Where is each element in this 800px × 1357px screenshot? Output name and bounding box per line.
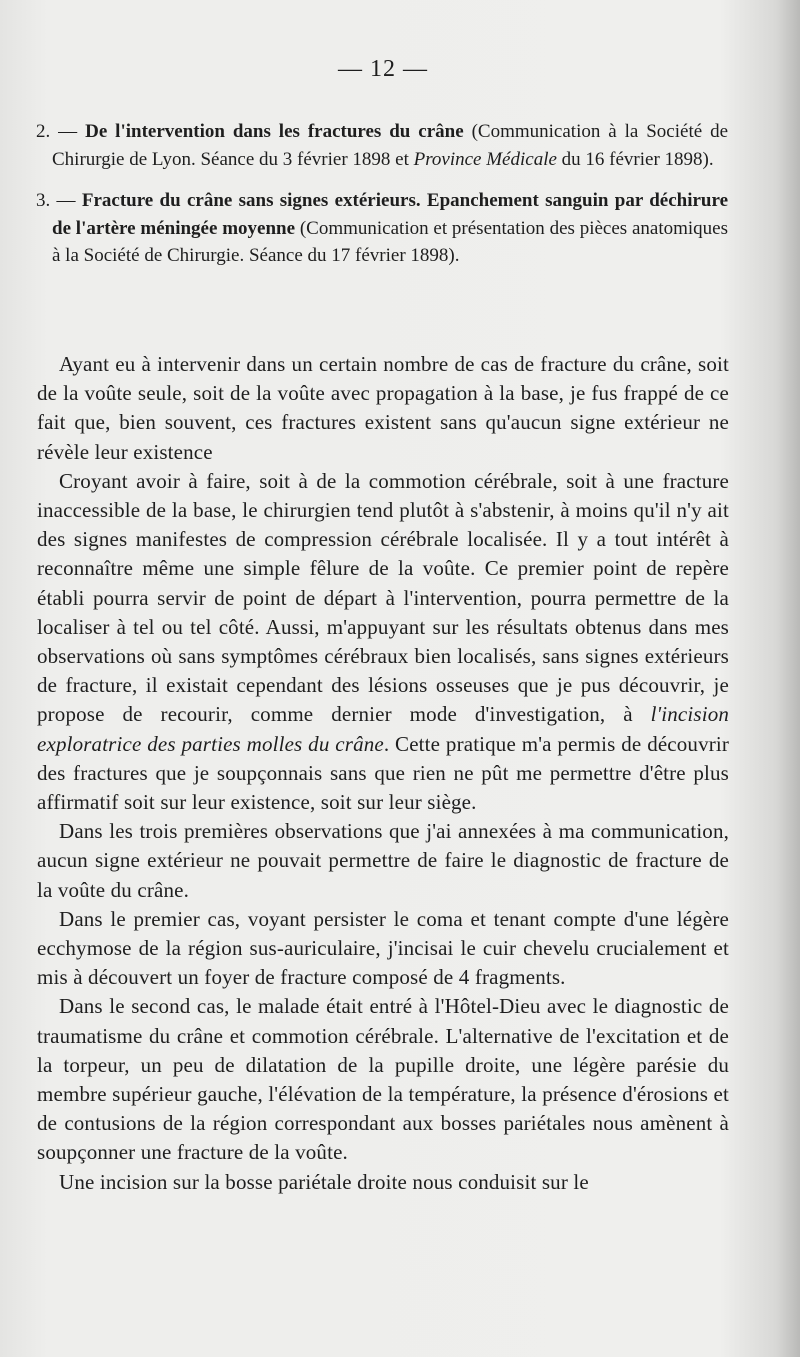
reference-list xyxy=(36,118,728,284)
paragraph xyxy=(37,467,729,817)
paragraph: Dans le premier cas, voyant persister le coma et tenant compte d'une légère ecchymose de la région sus-auriculaire, j'incisai le cuir chevelu crucialement et mis à découvert un foyer de fracture composé de 4 fragments. xyxy=(37,906,729,990)
reference-number: 2. — xyxy=(36,121,78,142)
emphasized-text: l'incision exploratrice des parties molles du crâne xyxy=(37,702,729,756)
paragraph: Une incision sur la bosse pariétale droite nous conduisit sur le xyxy=(59,1169,589,1194)
reference-item-3 xyxy=(36,187,728,270)
reference-title: De l'intervention dans les fractures du crâne xyxy=(85,121,464,142)
page-number: — 12 — xyxy=(338,56,428,82)
reference-details: (Communication et présentation des pièces anatomiques à la Société de Chirurgie. Séance du 17 février 1898). xyxy=(52,217,728,266)
paragraph: Dans les trois premières observations que j'ai annexées à ma communication, aucun signe extérieur ne pouvait permettre de faire le diagnostic de fracture de la voûte du crâne. xyxy=(37,819,729,902)
reference-item-2 xyxy=(36,118,728,173)
reference-details: (Communication à la Société de Chirurgie de Lyon. Séance du 3 février 1898 et xyxy=(52,121,729,170)
paragraph: Ayant eu à intervenir dans un certain nombre de cas de fracture du crâne, soit de la voûte seule, soit de la voûte avec propagation à la base, je fus frappé de ce fait que, bien souvent, ces fractures existent sans qu'aucun signe extérieur ne révèle leur existence xyxy=(37,352,729,464)
paragraph: Dans le second cas, le malade était entré à l'Hôtel-Dieu avec le diagnostic de traumatisme du crâne et commotion cérébrale. L'alternative de l'excitation et de la torpeur, un peu de dilatation de la pupille droite, une légère parésie du membre supérieur gauche, l'élévation de la température, la présence d'érosions et de contusions de la région correspondant aux bosses pariétales nous amènent à soupçonner une fracture de la voûte. xyxy=(37,994,729,1165)
reference-title: Fracture du crâne sans signes extérieurs. Epanchement sanguin par déchirure de l'artère méningée moyenne xyxy=(52,190,728,239)
paragraph-text: Croyant avoir à faire, soit à de la commotion cérébrale, soit à une fracture inaccessible de la base, le chirurgien tend plutôt à s'abstenir, à moins qu'il n'y ait des signes manifestes de compression cérébrale localisée. Il y a tout intérêt à reconnaître même une simple fêlure de la voûte. Ce premier point de repère établi pourra servir de point de départ à l'intervention, pourra permettre de la localiser à tel ou tel côté. Aussi, m'appuyant sur les résultats obtenus dans mes observations où sans symptômes cérébraux bien localisés, sans signes extérieurs de fracture, il existait cependant des lésions osseuses que je pus découvrir, je propose de recourir, comme dernier mode d'investigation, à xyxy=(37,468,729,727)
reference-number: 3. — xyxy=(36,190,76,211)
reference-journal: Province Médicale xyxy=(413,148,557,170)
reference-date: du 16 février 1898). xyxy=(556,148,714,170)
paragraph-text: . Cette pratique m'a permis de découvrir des fractures que je soupçonnais sans que rien ne pût me permettre d'être plus affirmatif soit sur leur existence, soit sur leur siège. xyxy=(37,731,730,815)
body-text xyxy=(37,350,729,1197)
